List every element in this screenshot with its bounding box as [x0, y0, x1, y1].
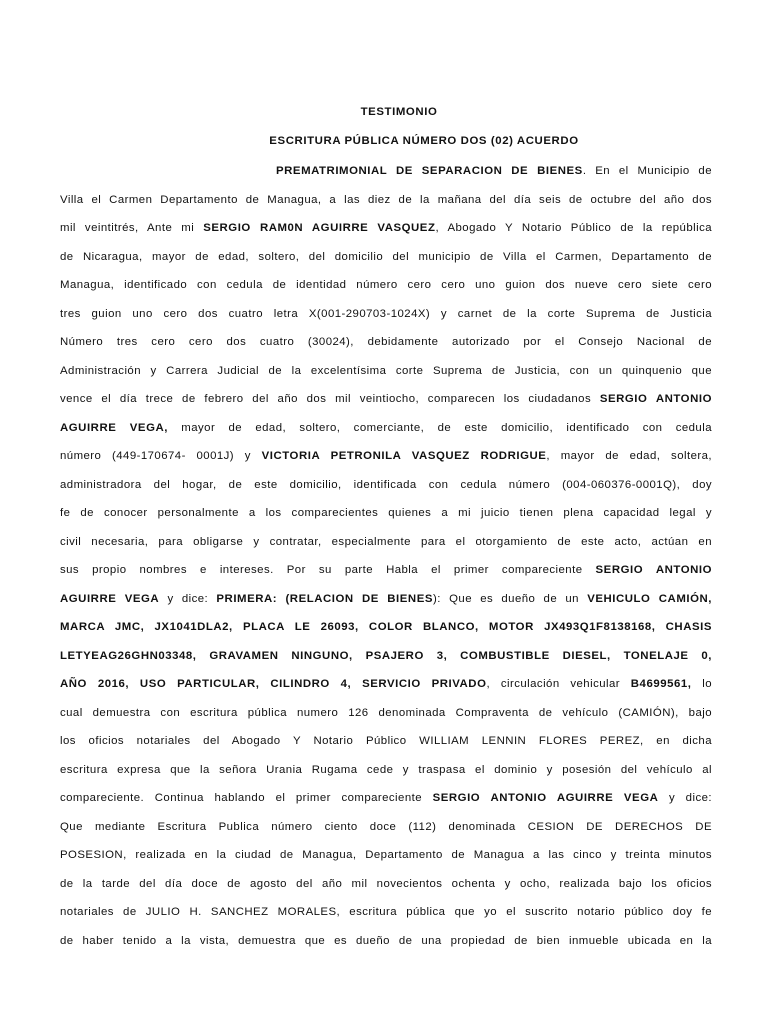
- bold-text: PRIMERA: (RELACION DE BIENES: [216, 592, 433, 605]
- body-text: lo: [691, 678, 712, 690]
- body-text: escritura expresa que la señora Urania Rugama cede y traspasa el dominio y posesión del vehículo al: [60, 763, 712, 776]
- body-text: civil necesaria, para obligarse y contratar, especialmente para el otorgamiento de este acto, actúan en: [60, 535, 712, 548]
- bold-text: SERGIO RAM0N AGUIRRE VASQUEZ: [203, 222, 436, 234]
- body-text: , mayor de edad, soltera,: [546, 450, 713, 462]
- body-line: [60, 477, 712, 493]
- body-line: [60, 619, 712, 635]
- body-line: [60, 249, 712, 265]
- body-line: [60, 676, 712, 692]
- bold-text: LETYEAG26GHN03348, GRAVAMEN NINGUNO, PSAJERO 3, COMBUSTIBLE DIESEL, TONELAJE 0,: [60, 649, 712, 662]
- bold-text: VEHICULO CAMIÓN,: [587, 592, 712, 605]
- body-text: Administración y Carrera Judicial de la excelentísima corte Suprema de Justicia, con un quinquenio que: [60, 364, 712, 377]
- body-line: [60, 391, 712, 407]
- body-line: [60, 277, 712, 293]
- bold-text: B4699561,: [630, 678, 692, 690]
- body-line: [60, 904, 712, 920]
- body-text: y dice:: [658, 792, 712, 804]
- body-text: de la tarde del día doce de agosto del año mil novecientos ochenta y ocho, realizada bajo los oficios: [60, 877, 712, 890]
- body-text: . En el Municipio de: [582, 165, 712, 177]
- body-text: número (449-170674- 0001J) y: [60, 450, 262, 462]
- body-line: [60, 534, 712, 550]
- body-text: fe de conocer personalmente a los comparecientes quienes a mi juicio tienen plena capacidad legal y: [60, 507, 712, 519]
- body-text: mil veintitrés, Ante mi: [60, 222, 204, 234]
- bold-text: SERGIO ANTONIO AGUIRRE VEGA: [432, 792, 659, 804]
- body-text: y dice:: [159, 592, 217, 605]
- body-line: [60, 705, 712, 721]
- body-line: [60, 505, 712, 521]
- bold-text: MARCA JMC, JX1041DLA2, PLACA LE 26093, COLOR BLANCO, MOTOR JX493Q1F8138168, CHASIS: [60, 621, 712, 633]
- body-line: [60, 790, 712, 806]
- body-text: ): Que es dueño de un: [433, 592, 588, 605]
- body-text: Que mediante Escritura Publica número ciento doce (112) denominada CESION DE DERECHOS DE: [60, 820, 712, 833]
- body-line: [60, 192, 712, 208]
- body-text: compareciente. Continua hablando el primer compareciente: [60, 792, 433, 804]
- body-text: sus propio nombres e intereses. Por su parte Habla el primer compareciente: [60, 564, 596, 576]
- bold-text: SERGIO ANTONIO: [599, 393, 712, 405]
- bold-text: AÑO 2016, USO PARTICULAR, CILINDRO 4, SERVICIO PRIVADO: [60, 678, 487, 690]
- body-line: [60, 420, 712, 436]
- body-text: de Nicaragua, mayor de edad, soltero, del domicilio del municipio de Villa el Carmen, Departamento de: [60, 250, 712, 263]
- body-text: Número tres cero cero dos cuatro (30024), debidamente autorizado por el Consejo Nacional de: [60, 336, 712, 348]
- bold-text: SERGIO ANTONIO: [595, 564, 713, 576]
- body-line: [60, 847, 712, 863]
- body-line: [60, 363, 712, 379]
- body-line: [60, 733, 712, 749]
- body-line: [60, 648, 712, 664]
- body-text: Villa el Carmen Departamento de Managua, a las diez de la mañana del día seis de octubre del año dos: [60, 193, 712, 206]
- body-line: [60, 448, 712, 464]
- body-text: los oficios notariales del Abogado Y Notario Público WILLIAM LENNIN FLORES PEREZ, en dicha: [60, 735, 712, 747]
- bold-text: VICTORIA PETRONILA VASQUEZ RODRIGUE: [261, 450, 547, 462]
- body-line: [60, 220, 712, 236]
- body-line: [60, 762, 712, 778]
- body-line: [60, 819, 712, 835]
- body-text: vence el día trece de febrero del año dos mil veintiocho, comparecen los ciudadanos: [60, 393, 600, 405]
- body-line: [276, 163, 712, 179]
- body-text: , Abogado Y Notario Público de la república: [435, 222, 712, 234]
- body-text: , circulación vehicular: [486, 678, 631, 690]
- body-line: [60, 562, 712, 578]
- body-text: POSESION, realizada en la ciudad de Managua, Departamento de Managua a las cinco y treinta minutos: [60, 849, 712, 861]
- body-line: [60, 591, 712, 607]
- body-text: administradora del hogar, de este domicilio, identificada con cedula número (004-060376-0001Q), doy: [60, 478, 712, 491]
- document-title: TESTIMONIO: [360, 106, 438, 118]
- bold-text: AGUIRRE VEGA: [60, 592, 160, 605]
- body-text: cual demuestra con escritura pública numero 126 denominada Compraventa de vehículo (CAMIÓN), bajo: [60, 706, 712, 719]
- body-line: [60, 933, 712, 949]
- bold-text: PREMATRIMONIAL DE SEPARACION DE BIENES: [276, 165, 583, 177]
- body-line: [60, 334, 712, 350]
- bold-text: AGUIRRE VEGA,: [60, 421, 168, 434]
- body-text: Managua, identificado con cedula de identidad número cero cero uno guion dos nueve cero siete cero: [60, 279, 712, 291]
- body-text: tres guion uno cero dos cuatro letra X(001-290703-1024X) y carnet de la corte Suprema de Justicia: [60, 307, 712, 320]
- body-line: [60, 306, 712, 322]
- body-text: de haber tenido a la vista, demuestra que es dueño de una propiedad de bien inmueble ubicada en la: [60, 934, 712, 947]
- document-subtitle: ESCRITURA PÚBLICA NÚMERO DOS (02) ACUERDO: [269, 135, 579, 147]
- body-line: [60, 876, 712, 892]
- body-text: mayor de edad, soltero, comerciante, de este domicilio, identificado con cedula: [167, 421, 712, 434]
- body-text: notariales de JULIO H. SANCHEZ MORALES, escritura pública que yo el suscrito notario público doy fe: [60, 906, 712, 918]
